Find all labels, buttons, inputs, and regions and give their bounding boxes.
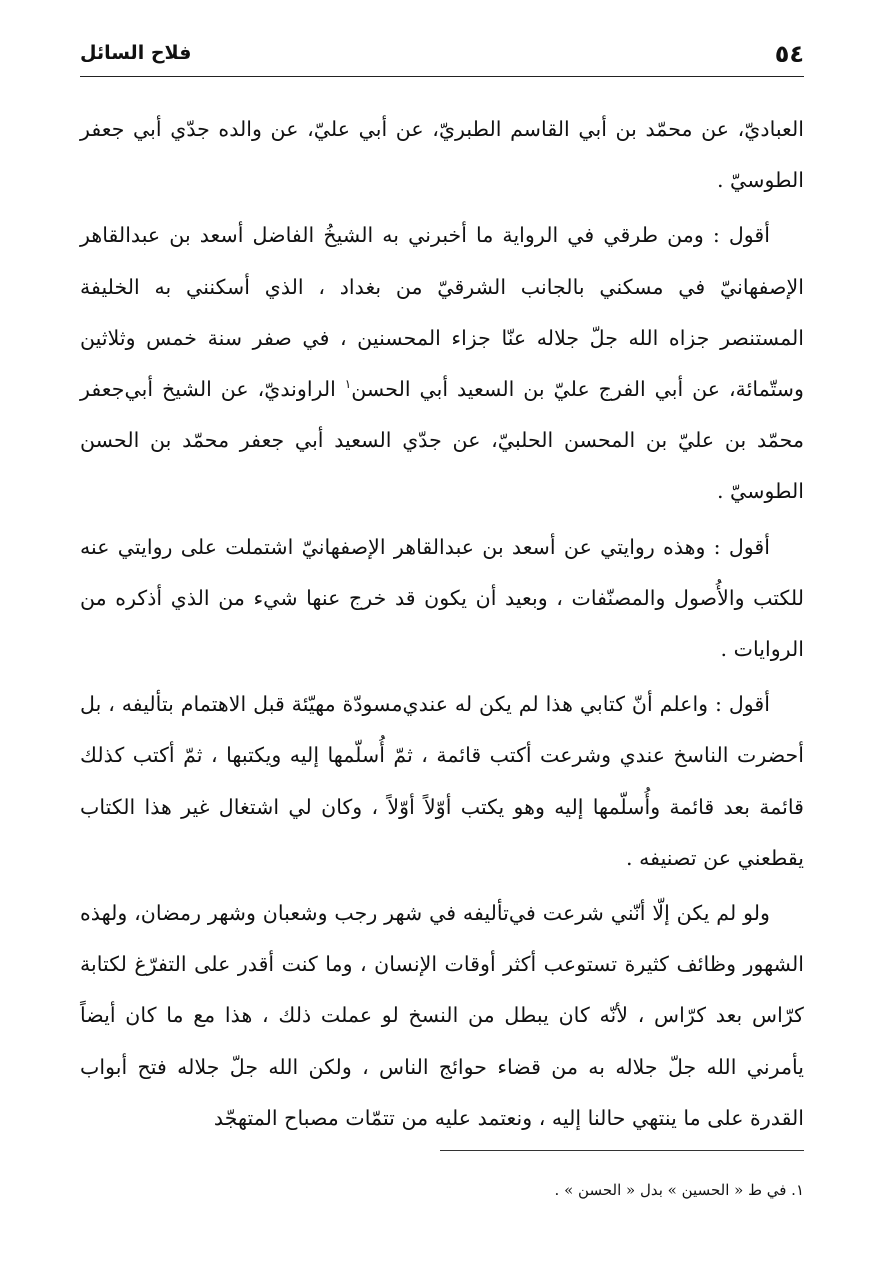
paragraph-1 (80, 104, 804, 206)
running-title: فلاح السائل (80, 42, 192, 64)
paragraph-4 (80, 679, 804, 884)
page-header (80, 32, 804, 76)
paragraph-text: العباديّ، عن محمّد بن أبي القاسم الطبريّ، عن أبي عليّ، عن والده جدّي أبي جعفر الطوسيّ . (80, 117, 804, 193)
paragraph-text-continued: الراونديّ، عن الشيخ أبي‌جعفر محمّد بن عليّ بن المحسن الحلبيّ، عن جدّي السعيد أبي جعفر محمّد بن الحسن الطوسيّ . (80, 377, 804, 504)
paragraph-text: أقول : ومن طرقي في الرواية ما أخبرني به الشيخُ الفاضل أسعد بن عبدالقاهر الإصفهانيّ في مسكني بالجانب الشرقيّ من بغداد ، الذي أسكنني به الخليفة المستنصر جزاه الله جلّ جلاله عنّا جزاء المحسنين ، في صفر سنة خمس وثلاثين وستّمائة، عن أبي الفرج عليّ بن السعيد أبي الحسن (80, 223, 804, 402)
paragraph-2 (80, 210, 804, 517)
header-rule (80, 76, 804, 77)
footnote: ١. في ط « الحسين » بدل « الحسن » . (554, 1181, 804, 1199)
paragraph-text: أقول : واعلم أنّ كتابي هذا لم يكن له عندي‌مسودّة مهيّئة قبل الاهتمام بتأليفه ، بل أحضرت الناسخ عندي وشرعت أكتب قائمة ، ثمّ أُسلّمها إليه ويكتبها ، ثمّ أكتب كذلك قائمة بعد قائمة وأُسلّمها إليه وهو يكتب أوّلاً أوّلاً ، وكان لي اشتغال غير هذا الكتاب يقطعني عن تصنيفه . (80, 692, 804, 870)
paragraph-3 (80, 522, 804, 676)
main-text (80, 104, 804, 1144)
paragraph-text: أقول : وهذه روايتي عن أسعد بن عبدالقاهر الإصفهانيّ اشتملت على روايتي عنه للكتب والأُصول والمصنّفات ، وبعيد أن يكون قد خرج عنها شيء من الذي أذكره من الروايات . (80, 534, 804, 662)
paragraph-5 (80, 888, 804, 1144)
footnote-reference[interactable]: ١ (344, 377, 352, 392)
page-number: ٥٤ (774, 40, 804, 68)
footnote-rule (440, 1150, 804, 1151)
paragraph-text: ولو لم يكن إلّا أنّني شرعت في‌تأليفه في شهر رجب وشعبان وشهر رمضان، ولهذه الشهور وظائف كثيرة تستوعب أكثر أوقات الإنسان ، وما كنت أقدر على التفرّغ لكتابة كرّاس بعد كرّاس ، لأنّه كان يبطل من النسخ لو عملت ذلك ، هذا مع ما كان أيضاً يأمرني الله جلّ جلاله به من قضاء حوائج الناس ، ولكن الله جلّ جلاله فتح أبواب القدرة على ما ينتهي حالنا إليه ، ونعتمد عليه من تتمّات مصباح المتهجّد (80, 901, 804, 1130)
